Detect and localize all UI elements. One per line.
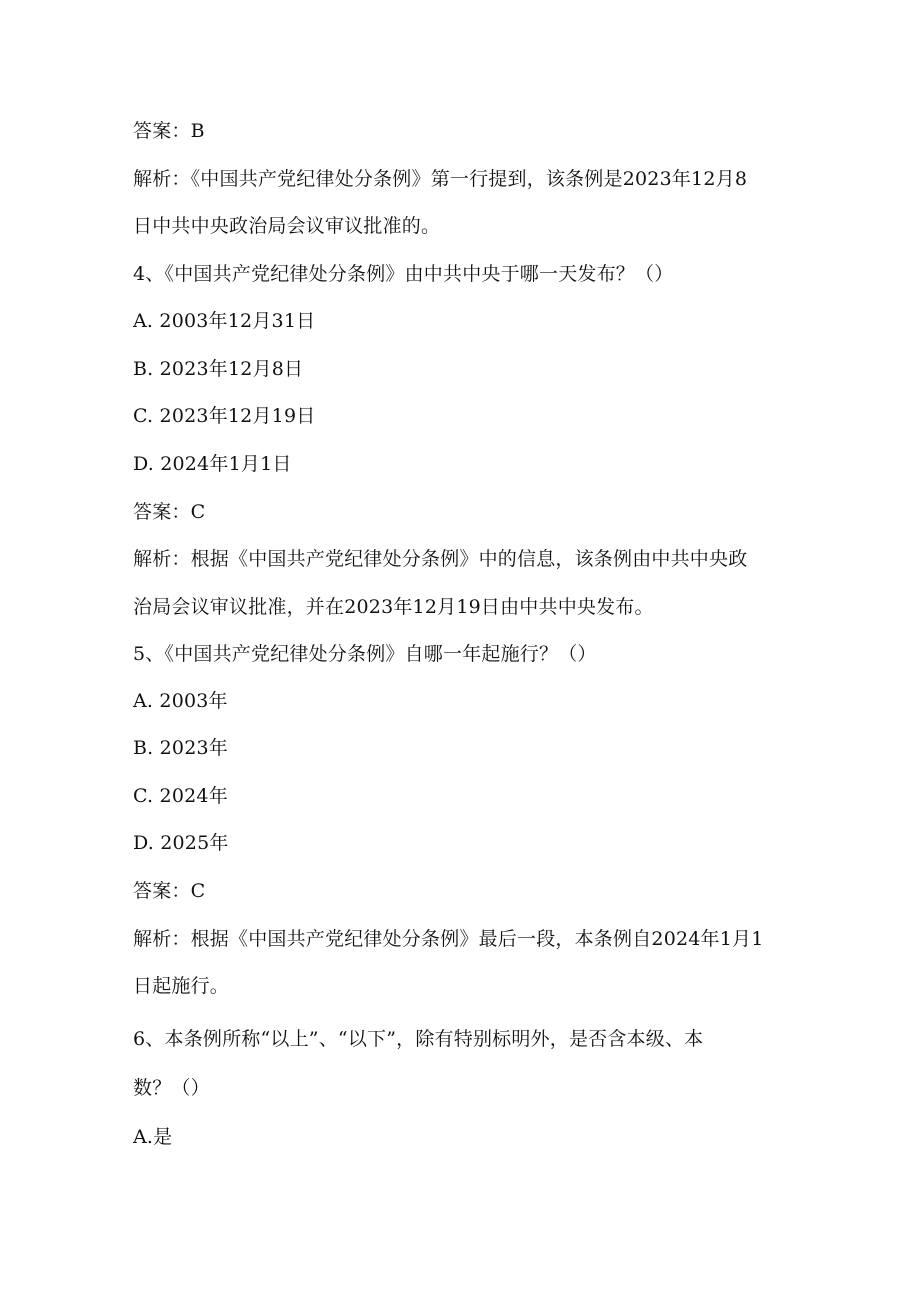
q4-option-b: B. 2023年12月8日 (133, 358, 304, 380)
q5-option-a: A. 2003年 (133, 690, 228, 712)
q5-option-d: D. 2025年 (133, 832, 229, 854)
answer-line-q4: 答案：C (133, 501, 206, 523)
explanation-line-q3-1: 解析：《中国共产党纪律处分条例》第一行提到，该条例是2023年12月8 (133, 168, 748, 190)
explanation-line-q4-1: 解析：根据《中国共产党纪律处分条例》中的信息，该条例由中共中央政 (133, 548, 748, 570)
q6-option-a: A.是 (133, 1126, 173, 1148)
explanation-line-q4-2: 治局会议审议批准，并在2023年12月19日由中共中央发布。 (133, 596, 654, 618)
q4-option-c: C. 2023年12月19日 (133, 405, 316, 427)
q5-option-c: C. 2024年 (133, 785, 228, 807)
explanation-line-q5-2: 日起施行。 (133, 975, 230, 997)
answer-line-q5: 答案：C (133, 880, 206, 902)
answer-line-q3: 答案：B (133, 120, 205, 142)
explanation-line-q3-2: 日中共中央政治局会议审议批准的。 (133, 215, 441, 237)
explanation-line-q5-1: 解析：根据《中国共产党纪律处分条例》最后一段，本条例自2024年1月1 (133, 928, 764, 950)
question-6-line-1: 6、本条例所称“以上”、“以下”，除有特别标明外，是否含本级、本 (133, 1028, 704, 1050)
q5-option-b: B. 2023年 (133, 737, 228, 759)
q4-option-a: A. 2003年12月31日 (133, 310, 316, 332)
question-5: 5、《中国共产党纪律处分条例》自哪一年起施行？（） (133, 643, 597, 665)
q4-option-d: D. 2024年1月1日 (133, 453, 292, 475)
question-4: 4、《中国共产党纪律处分条例》由中共中央于哪一天发布？（） (133, 263, 674, 285)
question-6-line-2: 数？（） (133, 1077, 210, 1099)
